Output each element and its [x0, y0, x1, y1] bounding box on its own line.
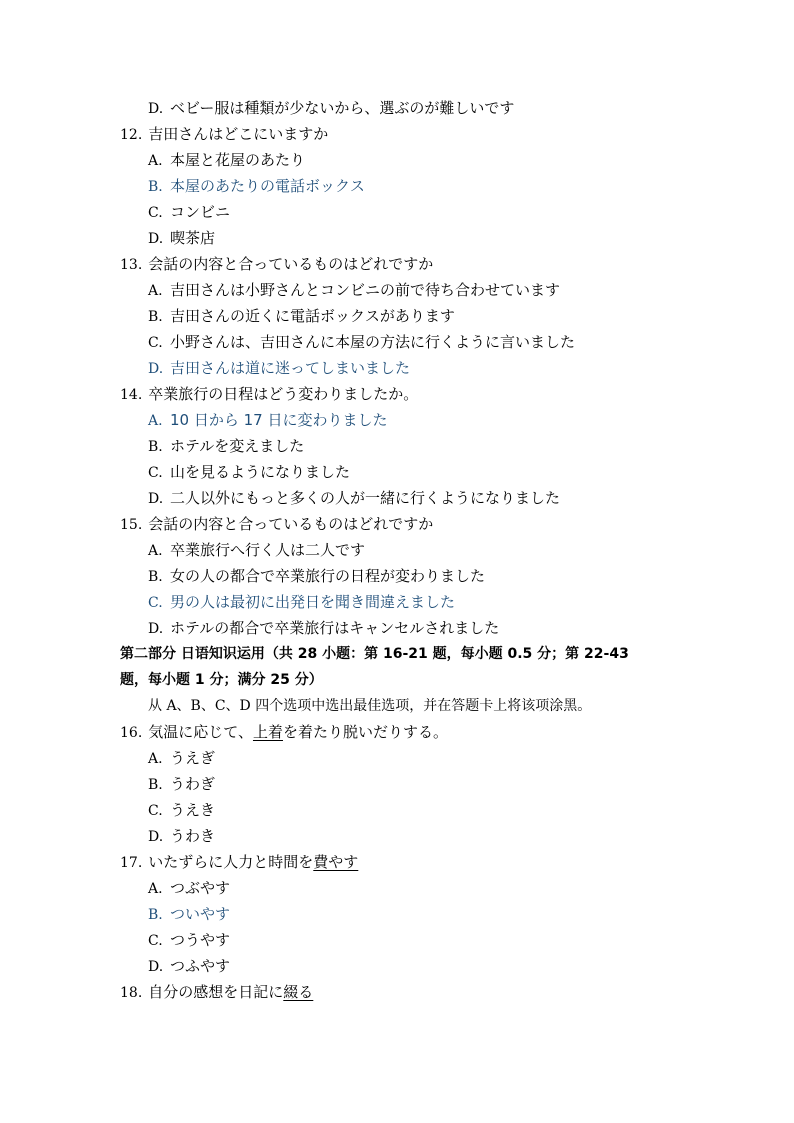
- option-text: 女の人の都合で卒業旅行の日程が変わりました: [170, 567, 486, 585]
- option-label: C.: [148, 595, 163, 611]
- option-q12-b: [148, 176, 365, 196]
- option-label: C.: [148, 465, 163, 481]
- option-text: つぶやす: [170, 879, 231, 897]
- question-17: [120, 852, 358, 872]
- question-number: 18.: [120, 985, 143, 1001]
- option-text: 山を見るようになりました: [170, 463, 351, 481]
- question-15: [120, 514, 433, 534]
- option-label: C.: [148, 205, 163, 221]
- option-q13-d: [148, 358, 410, 378]
- option-text: ホテルの都合で卒業旅行はキャンセルされました: [170, 619, 500, 637]
- question-text: 卒業旅行の日程はどう変わりましたか。: [148, 385, 419, 403]
- option-label: D.: [148, 829, 164, 845]
- underlined-word: 費やす: [313, 853, 359, 871]
- question-number: 14.: [120, 387, 143, 403]
- option-q12-d: [148, 228, 215, 248]
- option-text: 吉田さんは小野さんとコンビニの前で待ち合わせています: [170, 281, 561, 299]
- option-label: A.: [148, 153, 163, 169]
- question-number: 13.: [120, 257, 143, 273]
- option-text: 本屋と花屋のあたり: [170, 151, 306, 169]
- option-label: D.: [148, 621, 164, 637]
- option-text: コンビニ: [170, 203, 231, 221]
- option-label: B.: [148, 777, 163, 793]
- option-label: A.: [148, 413, 163, 429]
- option-label: C.: [148, 933, 163, 949]
- option-text: 喫茶店: [170, 229, 216, 247]
- option-text: 小野さんは、吉田さんに本屋の方法に行くように言いました: [170, 333, 576, 351]
- option-text: 吉田さんは道に迷ってしまいました: [170, 359, 411, 377]
- question-text-after: を着たり脱いだりする。: [282, 723, 448, 741]
- option-label: A.: [148, 881, 163, 897]
- option-q13-a: [148, 280, 560, 300]
- question-13: [120, 254, 433, 274]
- option-q14-c: [148, 462, 350, 482]
- section-instruction: 从 A、B、C、D 四个选项中选出最佳选项，并在答题卡上将该项涂黑。: [148, 698, 592, 714]
- question-16: [120, 722, 448, 742]
- option-label: D.: [148, 101, 164, 117]
- option-q15-a: [148, 540, 365, 560]
- section-heading-line-2: 题，每小题 1 分；满分 25 分）: [120, 672, 323, 688]
- option-label: B.: [148, 439, 163, 455]
- option-q15-c: [148, 592, 455, 612]
- option-text: ついやす: [170, 905, 231, 923]
- question-18: [120, 982, 313, 1002]
- option-text: ホテルを変えました: [170, 437, 305, 455]
- option-label: B.: [148, 569, 163, 585]
- option-q13-b: [148, 306, 455, 326]
- option-q14-d: [148, 488, 560, 508]
- option-text: 男の人は最初に出発日を聞き間違えました: [170, 593, 456, 611]
- option-label: A.: [148, 543, 163, 559]
- option-text: 吉田さんの近くに電話ボックスがあります: [170, 307, 455, 325]
- option-text: うわき: [170, 827, 216, 845]
- option-q13-c: [148, 332, 575, 352]
- option-q17-c: [148, 930, 230, 950]
- question-number: 15.: [120, 517, 143, 533]
- option-text: 卒業旅行へ行く人は二人です: [170, 541, 366, 559]
- option-text: ベビー服は種類が少ないから、選ぶのが難しいです: [170, 99, 515, 117]
- option-q11-d: [148, 98, 514, 118]
- option-text: 本屋のあたりの電話ボックス: [170, 177, 365, 195]
- option-text: うえき: [170, 801, 216, 819]
- option-q17-d: [148, 956, 230, 976]
- option-label: C.: [148, 335, 163, 351]
- option-text: つうやす: [170, 931, 231, 949]
- option-label: D.: [148, 491, 164, 507]
- option-q16-d: [148, 826, 215, 846]
- question-text-before: いたずらに人力と時間を: [148, 853, 314, 871]
- option-text: つふやす: [170, 957, 231, 975]
- question-text: 会話の内容と合っているものはどれですか: [148, 515, 434, 533]
- option-label: A.: [148, 283, 163, 299]
- option-q16-c: [148, 800, 215, 820]
- option-label: B.: [148, 179, 163, 195]
- option-q12-c: [148, 202, 230, 222]
- option-q14-a: [148, 410, 387, 430]
- option-q15-b: [148, 566, 485, 586]
- option-label: C.: [148, 803, 163, 819]
- option-label: B.: [148, 309, 163, 325]
- question-12: [120, 124, 328, 144]
- option-text: 10 日から 17 日に変わりました: [170, 411, 388, 429]
- option-text: うわぎ: [170, 775, 216, 793]
- option-text: うえぎ: [170, 749, 216, 767]
- option-q16-a: [148, 748, 215, 768]
- question-14: [120, 384, 418, 404]
- option-q12-a: [148, 150, 305, 170]
- option-label: D.: [148, 231, 164, 247]
- question-number: 17.: [120, 855, 143, 871]
- option-q16-b: [148, 774, 215, 794]
- question-text: 吉田さんはどこにいますか: [148, 125, 329, 143]
- question-number: 12.: [120, 127, 143, 143]
- question-number: 16.: [120, 725, 143, 741]
- section-heading-line-1: 第二部分 日语知识运用（共 28 小题：第 16-21 题，每小题 0.5 分；第 22-43: [120, 646, 629, 662]
- option-q17-a: [148, 878, 230, 898]
- underlined-word: 綴る: [283, 983, 314, 1001]
- option-label: B.: [148, 907, 163, 923]
- option-label: A.: [148, 751, 163, 767]
- option-q17-b: [148, 904, 230, 924]
- option-label: D.: [148, 361, 164, 377]
- question-text-before: 自分の感想を日記に: [148, 983, 284, 1001]
- question-text: 会話の内容と合っているものはどれですか: [148, 255, 434, 273]
- option-q15-d: [148, 618, 499, 638]
- question-text-before: 気温に応じて、: [148, 723, 253, 741]
- option-q14-b: [148, 436, 304, 456]
- underlined-word: 上着: [252, 723, 283, 741]
- option-text: 二人以外にもっと多くの人が一緒に行くようになりました: [170, 489, 561, 507]
- option-label: D.: [148, 959, 164, 975]
